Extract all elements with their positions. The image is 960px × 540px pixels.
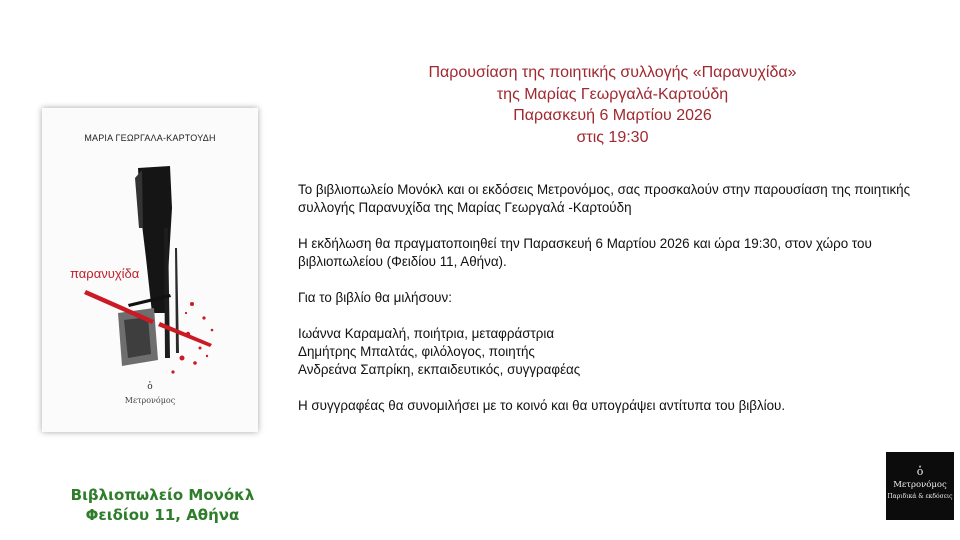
invitation-text xyxy=(298,181,958,415)
header-time: στις 19:30 xyxy=(576,128,649,146)
publisher-logo-icon: ὁ xyxy=(147,382,153,392)
header-author: της Μαρίας Γεωργαλά-Καρτούδη xyxy=(496,85,729,103)
venue-name: Βιβλιοπωλείο Μονόκλ xyxy=(70,486,255,504)
closing-line: Η συγγραφέας θα συνομιλήσει με το κοινό και θα υπογράψει αντίτυπα του βιβλίου. xyxy=(298,398,786,413)
speaker-item: Δημήτρης Μπαλτάς, φιλόλογος, ποιητής xyxy=(298,344,535,359)
header-title: Παρουσίαση της ποιητικής συλλογής «Παρανυχίδα» xyxy=(428,64,797,81)
event-details-line: βιβλιοπωλείου (Φειδίου 11, Αθήνα). xyxy=(298,254,507,269)
invitation-line: συλλογής Παρανυχίδα της Μαρίας Γεωργαλά -Καρτούδη xyxy=(298,200,632,215)
invitation-line: Το βιβλιοπωλείο Μονόκλ και οι εκδόσεις Μετρονόμος, σας προσκαλούν στην παρουσίαση της ποιητικής xyxy=(298,182,911,197)
badge-tagline: Παριδικά & εκδόσεις xyxy=(887,493,953,500)
header-date: Παρασκευή 6 Μαρτίου 2026 xyxy=(513,107,712,124)
event-details-line: Η εκδήλωση θα πραγματοποιηθεί την Παρασκευή 6 Μαρτίου 2026 και ώρα 19:30, στον χώρο του xyxy=(298,236,872,251)
cover-author: ΜΑΡΙΑ ΓΕΩΡΓΑΛΑ-ΚΑΡΤΟΥΔΗ xyxy=(84,133,216,143)
cover-title: παρανυχίδα xyxy=(70,266,140,281)
speaker-item: Ανδρεάνα Σαπρίκη, εκπαιδευτικός, συγγραφέας xyxy=(298,362,581,377)
badge-logo-icon: ὁ xyxy=(916,465,924,478)
speaker-item: Ιωάννα Καραμαλή, ποιήτρια, μεταφράστρια xyxy=(298,326,555,341)
event-header xyxy=(300,62,925,148)
book-cover xyxy=(42,108,258,432)
speakers-heading: Για το βιβλίο θα μιλήσουν: xyxy=(298,290,452,305)
cover-publisher: Μετρονόμος xyxy=(124,396,176,405)
badge-name: Μετρονόμος xyxy=(893,480,947,490)
venue-address: Φειδίου 11, Αθήνα xyxy=(85,506,240,524)
publisher-badge xyxy=(886,452,954,520)
venue-info xyxy=(40,485,285,525)
